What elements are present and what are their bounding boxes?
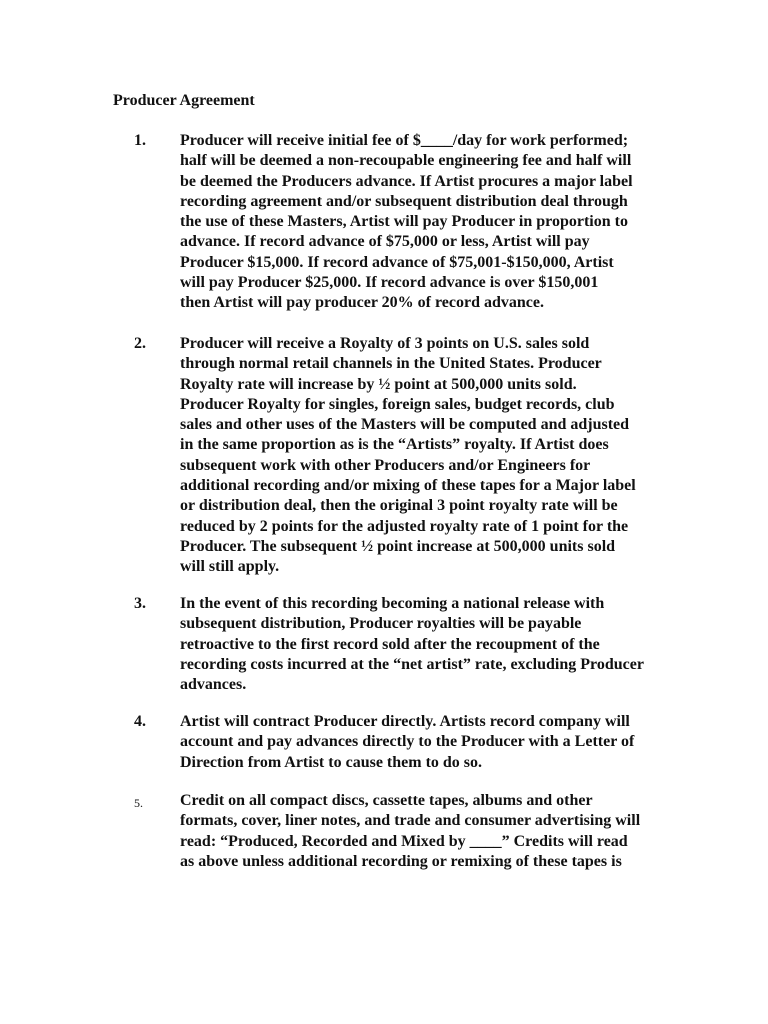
clause-line: Producer. The subsequent ½ point increase at 500,000 units sold xyxy=(180,537,616,555)
clause-line: will still apply. xyxy=(180,558,280,576)
clause-line: will pay Producer $25,000. If record advance is over $150,001 xyxy=(180,274,599,292)
clause-line: Producer will receive initial fee of $____/day for work performed; xyxy=(180,132,629,149)
clause-line: subsequent work with other Producers and/or Engineers for xyxy=(180,456,591,474)
clause-line: Direction from Artist to cause them to do so. xyxy=(180,753,483,771)
clause-text xyxy=(180,712,660,773)
clause-line: Artist will contract Producer directly. Artists record company will xyxy=(180,713,630,730)
clause-number: 5. xyxy=(134,796,143,810)
clause-line: Producer $15,000. If record advance of $75,001-$150,000, Artist xyxy=(180,253,614,271)
clause-line: recording agreement and/or subsequent distribution deal through xyxy=(180,192,628,210)
clause-text xyxy=(180,334,660,578)
clause-line: in the same proportion as is the “Artists” royalty. If Artist does xyxy=(180,436,609,454)
clause-line: as above unless additional recording or remixing of these tapes is xyxy=(180,852,622,870)
clause-text xyxy=(180,131,660,314)
clause-line: sales and other uses of the Masters will be computed and adjusted xyxy=(180,416,630,434)
clause-line: retroactive to the first record sold after the recoupment of the xyxy=(180,635,600,653)
clause-number: 4. xyxy=(134,713,146,730)
clause-line: then Artist will pay producer 20% of record advance. xyxy=(180,294,544,312)
clause-line: formats, cover, liner notes, and trade and consumer advertising will xyxy=(180,812,641,830)
clause-line: the use of these Masters, Artist will pay Producer in proportion to xyxy=(180,213,628,231)
clause-line: Producer Royalty for singles, foreign sales, budget records, club xyxy=(180,395,615,413)
clause-line: read: “Produced, Recorded and Mixed by ____” Credits will read xyxy=(180,832,628,850)
clause-line: Credit on all compact discs, cassette tapes, albums and other xyxy=(180,792,593,809)
clause-line: recording costs incurred at the “net artist” rate, excluding Producer xyxy=(180,655,644,673)
clause-line: In the event of this recording becoming a national release with xyxy=(180,595,605,612)
clause-line: subsequent distribution, Producer royalties will be payable xyxy=(180,615,582,633)
clause-line: half will be deemed a non-recoupable engineering fee and half will xyxy=(180,152,632,170)
clause-line: advance. If record advance of $75,000 or less, Artist will pay xyxy=(180,233,590,251)
clause-line: be deemed the Producers advance. If Artist procures a major label xyxy=(180,172,633,190)
clause-line: additional recording and/or mixing of these tapes for a Major label xyxy=(180,477,636,495)
clause-line: account and pay advances directly to the Producer with a Letter of xyxy=(180,733,635,751)
clause-line: or distribution deal, then the original 3 point royalty rate will be xyxy=(180,497,618,515)
clause-number: 2. xyxy=(134,335,146,352)
clause-text xyxy=(180,791,660,872)
clause-line: advances. xyxy=(180,676,247,694)
clause-line: Producer will receive a Royalty of 3 points on U.S. sales sold xyxy=(180,335,590,352)
document-title: Producer Agreement xyxy=(113,92,255,109)
clause-number: 3. xyxy=(134,595,146,612)
clause-number: 1. xyxy=(134,132,146,149)
clause-line: Royalty rate will increase by ½ point at 500,000 units sold. xyxy=(180,375,577,393)
clause-line: through normal retail channels in the United States. Producer xyxy=(180,355,602,373)
clause-line: reduced by 2 points for the adjusted royalty rate of 1 point for the xyxy=(180,517,629,535)
clause-text xyxy=(180,594,660,695)
